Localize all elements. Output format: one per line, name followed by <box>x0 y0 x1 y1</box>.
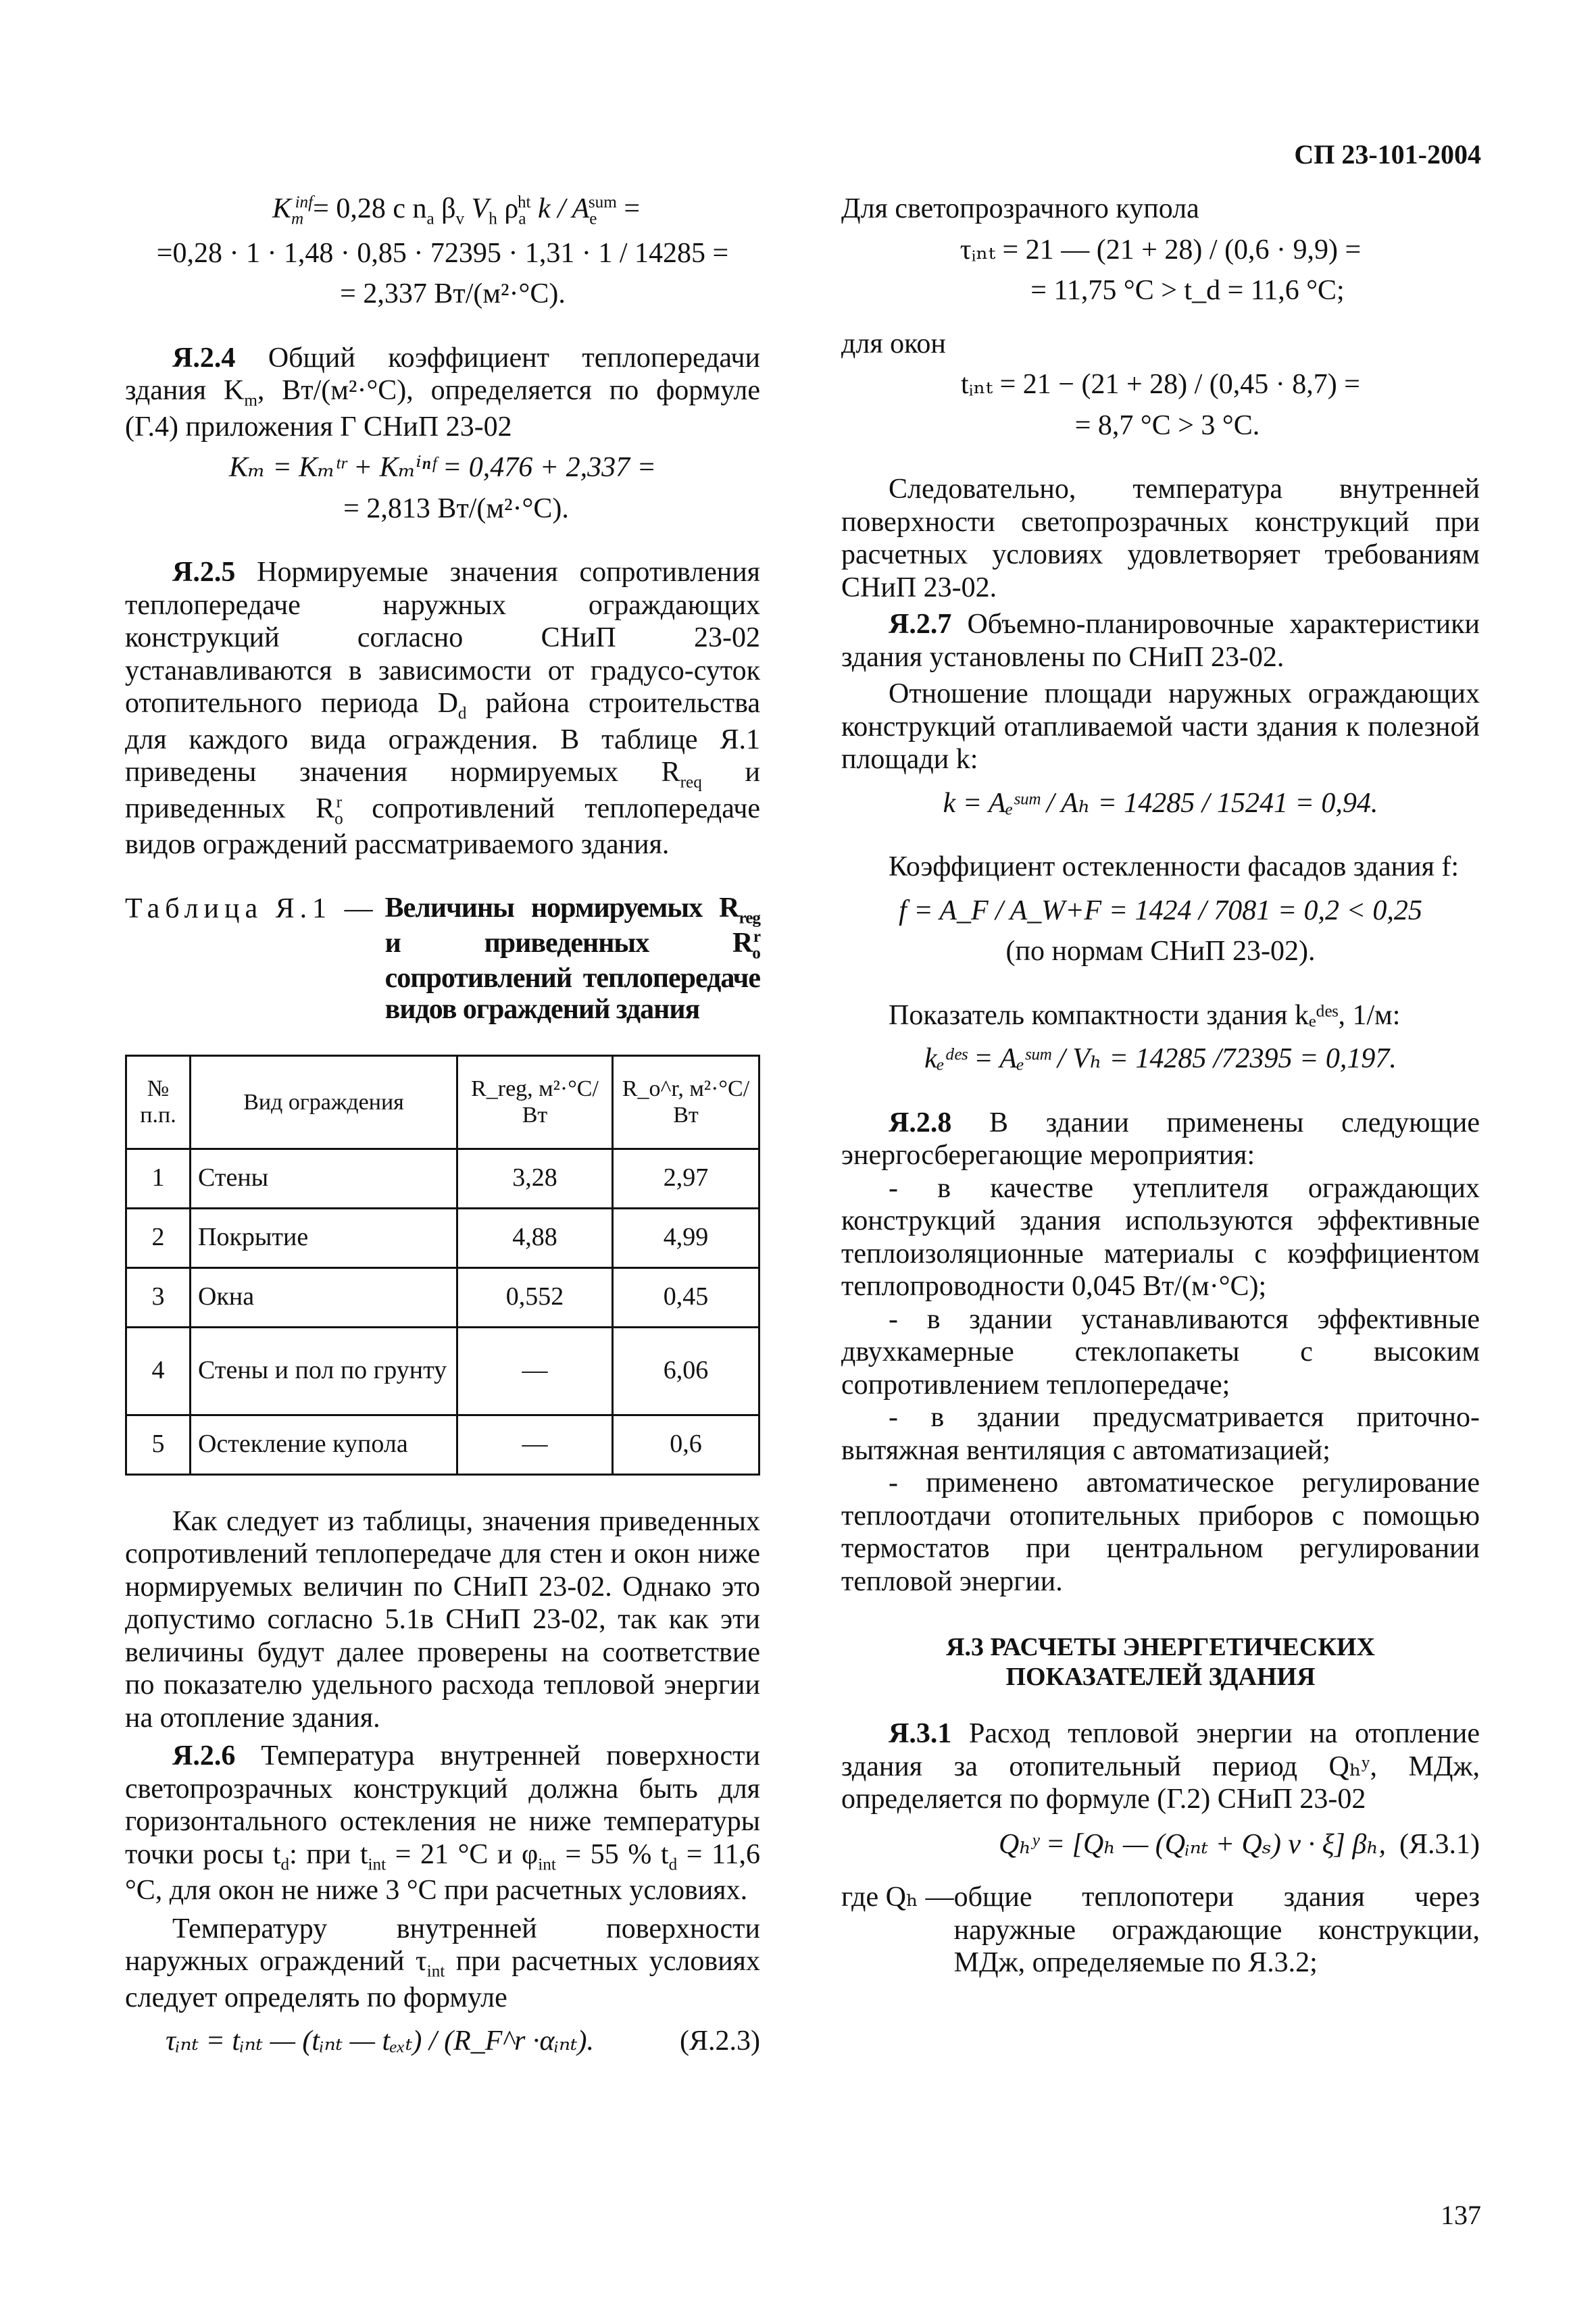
table-header-cell: № п.п. <box>126 1056 191 1149</box>
bullet-item: - применено автоматическое регулирование теплоотдачи отопительных приборов с помощью термостатов при центральном регулировании тепловой энергии. <box>841 1467 1480 1597</box>
formula-kinf-line3: = 2,337 Вт/(м²·°С). <box>340 278 566 309</box>
formula-number: (Я.2.3) <box>680 2026 760 2057</box>
document-header: СП 23-101-2004 <box>1294 139 1481 170</box>
table-cell: 5 <box>126 1415 191 1474</box>
table-cell: 3 <box>126 1267 191 1327</box>
formula-k: k = Aₑˢᵘᵐ / Aₕ = 14285 / 15241 = 0,94. <box>943 787 1378 819</box>
table-header-cell: R_reg, м²·°С/Вт <box>457 1056 613 1149</box>
table-cell: — <box>457 1415 613 1474</box>
paragraph-ya-2-8: Я.2.8 В здании применены следующие энергосберегающие мероприятия: <box>841 1107 1480 1171</box>
paragraph-glazing: Коэффициент остекленности фасадов здания f: <box>889 851 1460 882</box>
paragraph-area-ratio: Отношение площади наружных ограждающих конструкций отапливаемой части здания к полезной площади k: <box>841 678 1480 775</box>
formula-ya-2-3 <box>125 2025 760 2058</box>
paragraph-ya-2-4: Я.2.4 Общий коэффициент теплопередачи здания $K_m$, Вт/(м²·°С), определяется по формуле (Г.4) приложения Г СНиП 23-02 <box>125 342 761 443</box>
formula-tau-int: τᵢₙₜ = tᵢₙₜ — (tᵢₙₜ — tₑₓₜ) / (R_F^r ·αᵢₙₜ). <box>166 2026 594 2057</box>
formula-f-note: (по нормам СНиП 23-02). <box>1005 936 1316 967</box>
table-cell: 2 <box>126 1208 191 1267</box>
formula-windows-line2: = 8,7 °С > 3 °С. <box>1074 409 1260 441</box>
table-row <box>126 1149 759 1208</box>
where-label: где Qₕ — <box>841 1882 954 1913</box>
table-row <box>126 1327 759 1415</box>
table-cell: 4,99 <box>613 1208 759 1267</box>
page-number: 137 <box>1441 2200 1481 2230</box>
table-cell: — <box>457 1327 613 1415</box>
table-header-cell: Вид ограждения <box>191 1056 457 1149</box>
section-heading-ya-3: Я.3 РАСЧЕТЫ ЭНЕРГЕТИЧЕСКИХ ПОКАЗАТЕЛЕЙ ЗДАНИЯ <box>946 1633 1375 1691</box>
table-cell: 0,45 <box>613 1267 759 1327</box>
table-caption <box>125 892 760 1026</box>
table-caption-label: Таблица Я.1 — <box>125 892 378 924</box>
where-text: общие теплопотери здания через наружные ограждающие конструкции, МДж, определяемые по Я.3.2; <box>953 1882 1480 1979</box>
text-windows: для окон <box>841 328 946 359</box>
table-header-cell: R_o^r, м²·°С/Вт <box>613 1056 759 1149</box>
table-cell: 4 <box>126 1327 191 1415</box>
formula-kinf-line1: $K_m^{inf}= 0,28$ c $n_a$ $\beta_v$ $V_h$ $\rho_a^{ht}$ k / $A_e^{sum}$ = <box>272 193 641 228</box>
formula-windows-line1: tᵢₙₜ = 21 − (21 + 28) / (0,45 · 8,7) = <box>961 369 1360 400</box>
table-row <box>126 1267 759 1327</box>
formula-kdes: kₑᵈᵉˢ = Aₑˢᵘᵐ / Vₕ = 14285 /72395 = 0,197. <box>924 1043 1397 1074</box>
left-column <box>125 193 760 2058</box>
table-cell: 2,97 <box>613 1149 759 1208</box>
paragraph-ya-2-7: Я.2.7 Объемно-планировочные характеристики здания установлены по СНиП 23-02. <box>841 609 1480 673</box>
formula-f: f = A_F / A_W+F = 1424 / 7081 = 0,2 < 0,25 <box>899 895 1422 926</box>
formula-ya-3-1 <box>841 1828 1480 1861</box>
table-caption-title: Величины нормируемых $R_{reg}$ и приведенных $R_o^r$ сопротивлений теплопередаче видов ограждений здания <box>384 892 760 1025</box>
table-cell: Стены и пол по грунту <box>191 1327 457 1415</box>
paragraph-conclusion: Следовательно, температура внутренней поверхности светопрозрачных конструкций при расчетных условиях удовлетворяет требованиям СНиП 23-02. <box>841 474 1480 603</box>
table-cell: 1 <box>126 1149 191 1208</box>
paragraph-ya-2-5: Я.2.5 Нормируемые значения сопротивления теплопередаче наружных ограждающих конструкций согласно СНиП 23-02 устанавливаются в зависимости от градусо-суток отопительного периода $D_d$ района строительства для каждого вида ограждения. В таблице Я.1 приведены значения нормируемых $R_{req}$ и приведенных $R_o^r$ сопротивлений теплопередаче видов ограждений рассматриваемого здания. <box>125 557 761 860</box>
table-cell: 0,6 <box>613 1415 759 1474</box>
table-ya-1 <box>125 1055 760 1476</box>
table-cell: 3,28 <box>457 1149 613 1208</box>
paragraph-after-table: Как следует из таблицы, значения приведенных сопротивлений теплопередаче для стен и окон ниже нормируемых величин по СНиП 23-02. Однако это допустимо согласно 5.1в СНиП 23-02, так как эти величины будут далее проверены на соответствие по показателю удельного расхода тепловой энергии на отопление здания. <box>125 1505 760 1734</box>
table-row <box>126 1415 759 1474</box>
bullet-item: - в качестве утеплителя ограждающих конструкций здания используются эффективные теплоизоляционные материалы с коэффициентом теплопроводности 0,045 Вт/(м·°С); <box>841 1172 1480 1302</box>
table-cell: Покрытие <box>191 1208 457 1267</box>
text-dome: Для светопрозрачного купола <box>841 193 1199 224</box>
table-cell: Остекление купола <box>191 1415 457 1474</box>
table-cell: 0,552 <box>457 1267 613 1327</box>
bullet-item: - в здании предусматривается приточно-вытяжная вентиляция с автоматизацией; <box>841 1402 1480 1466</box>
formula-dome-line2: = 11,75 °С > t_d = 11,6 °С; <box>1030 275 1345 306</box>
formula-number: (Я.3.1) <box>1399 1828 1480 1860</box>
table-cell: 4,88 <box>457 1208 613 1267</box>
paragraph-ya-3-1: Я.3.1 Расход тепловой энергии на отопление здания за отопительный период Qₕʸ, МДж, определяется по формуле (Г.2) СНиП 23-02 <box>841 1718 1480 1815</box>
formula-km-line2: = 2,813 Вт/(м²·°С). <box>343 493 569 524</box>
table-cell: Окна <box>191 1267 457 1327</box>
table-cell: Стены <box>191 1149 457 1208</box>
formula-dome-line1: τᵢₙₜ = 21 — (21 + 28) / (0,6 · 9,9) = <box>959 234 1362 266</box>
formula-km-line1: Kₘ = Kₘᵗʳ + Kₘⁱⁿᶠ = 0,476 + 2,337 = <box>229 452 656 483</box>
right-column <box>841 193 1480 1980</box>
table-header-row <box>126 1056 759 1149</box>
formula-kinf-line2: =0,28 · 1 · 1,48 · 0,85 · 72395 · 1,31 · 1 / 14285 = <box>156 237 729 269</box>
paragraph-tau: Температуру внутренней поверхности наружных ограждений $\tau_{int}$ при расчетных условиях следует определять по формуле <box>125 1913 760 2013</box>
formula-qhy: Qₕʸ = [Qₕ — (Qᵢₙₜ + Qₛ) ν · ξ] βₕ, <box>999 1828 1386 1860</box>
bullet-item: - в здании устанавливаются эффективные двухкамерные стеклопакеты с высоким сопротивлением теплопередаче; <box>841 1303 1480 1401</box>
table-cell: 6,06 <box>613 1327 759 1415</box>
paragraph-compactness: Показатель компактности здания kₑᵈᵉˢ, 1/м: <box>889 999 1401 1031</box>
table-row <box>126 1208 759 1267</box>
where-clause <box>841 1881 1480 1980</box>
paragraph-ya-2-6: Я.2.6 Температура внутренней поверхности светопрозрачных конструкций должна быть для горизонтального остекления не ниже температуры точки росы $t_d$: при $t_{int} = 21$ °С и $\varphi_{int} = 55$ % $t_d = 11,6$ °С, для окон не ниже 3 °С при расчетных условиях. <box>125 1740 760 1907</box>
